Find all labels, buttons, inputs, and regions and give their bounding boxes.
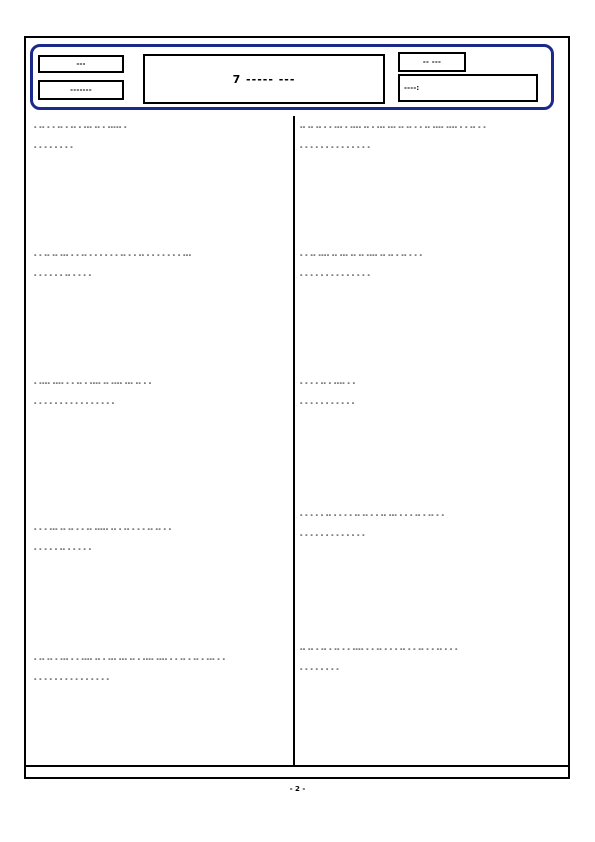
- question-right-2: - - -- ---- -- --- -- -- ---- -- -- - -- - - - - - - - - - - - - - - - - -: [300, 252, 423, 279]
- question-right-5: -- -- - -- - -- - - ---- - - -- - - - -- - - -- - - -- - - - - - - - - - - -: [300, 646, 458, 673]
- column-divider: [293, 116, 295, 766]
- question-left-3: - ---- ---- - - -- - ---- -- ---- --- -- - - - - - - - - - - - - - - - - - -: [34, 380, 152, 407]
- page-number: - 2 -: [289, 785, 306, 793]
- worksheet-title: 7 ----- ---: [143, 54, 385, 104]
- question-right-4: - - - - - -- - - - - -- -- - - -- --- - - - -- - -- - - - - - - - - - - - - - - -: [300, 512, 445, 539]
- name-field[interactable]: ----:: [398, 74, 538, 102]
- question-left-5: - -- -- - --- - - ---- -- - --- --- -- - ---- ---- - - -- - -- - --- - - - - - - - - - - - - - - - - -: [34, 656, 226, 683]
- question-left-1: - -- - - -- - -- - --- -- - ----- - - - - - - - - -: [34, 124, 127, 151]
- question-right-3: - - - - -- - ---- - - - - - - - - - - - - -: [300, 380, 356, 407]
- question-right-1: -- -- -- - - --- - ---- -- - --- --- -- -- - - -- ---- ---- - - -- - - - - - - - - - - - - - - - -: [300, 124, 487, 151]
- score-box: -- ---: [398, 52, 466, 72]
- unit-label-box: -------: [38, 80, 124, 100]
- bottom-rule: [24, 765, 570, 767]
- grade-label-box: ---: [38, 55, 124, 73]
- question-left-4: - - - --- -- -- - - -- ----- -- - -- - - - -- -- - - - - - - - -- - - - - -: [34, 526, 172, 553]
- question-left-2: - - -- -- --- - - -- - - - - - - -- - - -- - - - - - - - --- - - - - - - -- - - - -: [34, 252, 192, 279]
